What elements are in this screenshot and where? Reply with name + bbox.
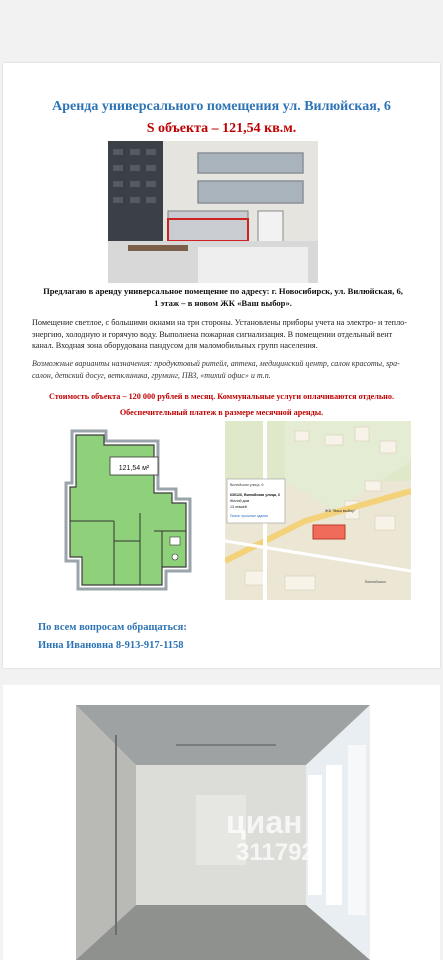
- map-popup-line-3: Жилой дом: [230, 499, 250, 503]
- listing-page-1: [3, 63, 440, 668]
- price-block: [3, 389, 440, 420]
- contact-block: [38, 619, 187, 656]
- description: Помещение светлое, с большими окнами на три стороны. Установлены приборы учета на электро- и тепло- энергию, холодную и горячую воду. Выполнена пожарная сигнализация. В помещении отдельный вент канал. Входная зона оборудована пандусом для маломобильных групп населения.: [32, 318, 407, 351]
- address-line-1: Предлагаю в аренду универсальное помещение по адресу: г. Новосибирск, ул. Вилюйская, 6,: [43, 286, 403, 296]
- building-photo: [108, 141, 318, 283]
- interior-photo: [76, 705, 370, 960]
- floor-plan: [58, 421, 210, 599]
- map-popup-line-5: Поиск: прошлые здания: [230, 514, 268, 518]
- watermark-id: 311792: [236, 839, 315, 866]
- area-line: S объекта – 121,54 кв.м.: [146, 121, 297, 136]
- watermark-brand: циан: [226, 804, 303, 840]
- map-popup-line-1: Вилюйская улица, 6: [230, 483, 264, 487]
- address-block: [33, 285, 413, 309]
- location-map: [225, 421, 411, 600]
- price-line-2: Обеспечительный платеж в размере месячной аренды.: [119, 407, 324, 417]
- contact-line-2: Инна Ивановна 8-913-917-1158: [38, 640, 184, 652]
- floor-plan-area-label: 121,54 м²: [118, 465, 150, 472]
- map-label-building: ЖК "Ваш выбор": [325, 508, 356, 513]
- address-line-2: 1 этаж – в новом ЖК «Ваш выбор».: [154, 298, 292, 309]
- usage-options: Возможные варианты назначения: продуктовый ритейл, аптека, медицинский центр, салон красоты, spa-салон, детский досуг, ветклиника, груминг, ПВЗ, «тихий офис» и т.п.: [32, 359, 400, 380]
- map-popup-line-4: 13 этажей: [230, 505, 247, 509]
- listing-title: Аренда универсального помещения ул. Вилюйская, 6: [52, 99, 391, 114]
- map-label-street: Вилюйская: [365, 579, 386, 584]
- contact-line-1: По всем вопросам обращаться:: [38, 622, 187, 633]
- price-line-1: Стоимость объекта – 120 000 рублей в месяц. Коммунальные услуги оплачиваются отдельно.: [48, 392, 395, 401]
- map-popup-line-2: 630126, Вилюйская улица, 6: [230, 493, 280, 497]
- listing-page-2: [3, 685, 440, 960]
